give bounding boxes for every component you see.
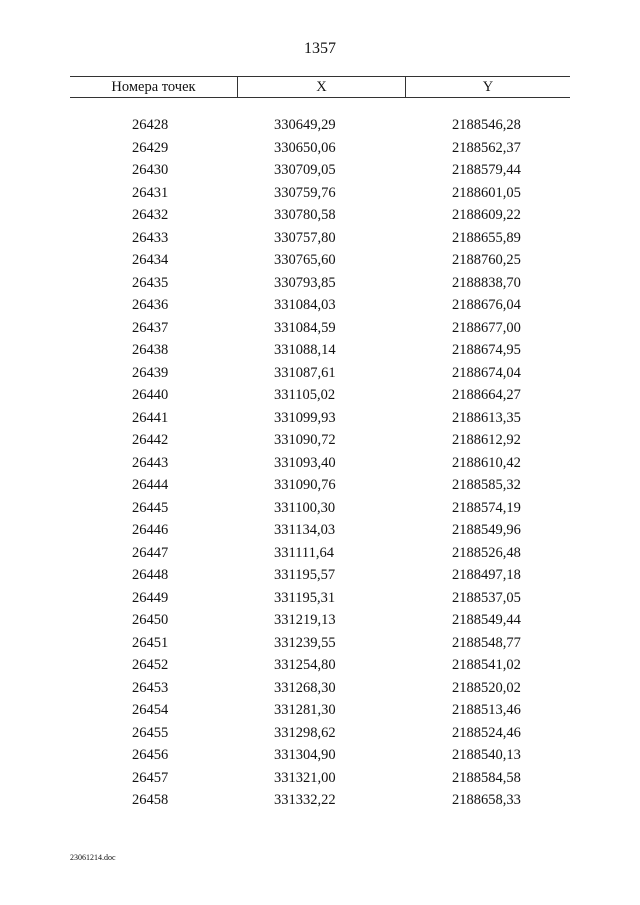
x-coordinate-cell: 331100,30 [274,499,336,516]
x-coordinate-cell: 331088,14 [274,342,336,358]
y-coordinate-cell: 2188676,04 [452,297,521,313]
point-number-cell: 26430 [132,162,169,178]
x-coordinate-cell: 331084,03 [274,297,336,313]
x-coordinate-cell: 331099,93 [274,409,336,426]
x-coordinate-cell: 330709,05 [274,162,336,178]
point-number-cell: 26436 [132,297,169,313]
table-row [70,137,570,160]
table-row [70,677,570,700]
x-coordinate-cell: 331254,80 [274,657,336,673]
point-number-cell: 26432 [132,207,169,223]
point-number-cell: 26431 [132,184,169,201]
point-number-cell: 26438 [132,342,169,358]
table-row [70,204,570,227]
y-coordinate-cell: 2188520,02 [452,679,521,696]
table-row [70,249,570,272]
point-number-cell: 26441 [132,409,169,426]
point-number-cell: 26451 [132,634,169,651]
x-coordinate-cell: 330649,29 [274,117,336,133]
x-coordinate-cell: 331298,62 [274,724,336,741]
table-row [70,407,570,430]
table-row [70,632,570,655]
point-number-cell: 26447 [132,544,169,561]
y-coordinate-cell: 2188579,44 [452,162,521,178]
coordinates-table-body [70,114,570,812]
x-coordinate-cell: 331268,30 [274,679,336,696]
table-row [70,362,570,385]
table-row [70,227,570,250]
point-number-cell: 26458 [132,792,169,808]
point-number-cell: 26445 [132,499,169,516]
y-coordinate-cell: 2188537,05 [452,589,521,606]
point-number-cell: 26434 [132,252,169,268]
x-coordinate-cell: 331134,03 [274,522,336,538]
point-number-cell: 26439 [132,364,169,381]
x-coordinate-cell: 331304,90 [274,747,336,763]
y-coordinate-cell: 2188574,19 [452,499,521,516]
y-coordinate-cell: 2188610,42 [452,454,521,471]
y-coordinate-cell: 2188613,35 [452,409,521,426]
header-point-numbers: Номера точек [70,77,238,97]
y-coordinate-cell: 2188540,13 [452,747,521,763]
point-number-cell: 26428 [132,117,169,133]
table-row [70,654,570,677]
point-number-cell: 26455 [132,724,169,741]
point-number-cell: 26435 [132,274,169,291]
x-coordinate-cell: 331087,61 [274,364,336,381]
table-row [70,542,570,565]
table-row [70,294,570,317]
y-coordinate-cell: 2188546,28 [452,117,521,133]
header-y: Y [482,79,494,95]
y-coordinate-cell: 2188513,46 [452,702,521,718]
table-row [70,722,570,745]
point-number-cell: 26450 [132,612,169,628]
y-coordinate-cell: 2188526,48 [452,544,521,561]
table-row [70,429,570,452]
x-coordinate-cell: 331219,13 [274,612,336,628]
y-coordinate-cell: 2188524,46 [452,724,521,741]
table-row [70,474,570,497]
y-coordinate-cell: 2188548,77 [452,634,521,651]
x-coordinate-cell: 331281,30 [274,702,336,718]
y-coordinate-cell: 2188541,02 [452,657,521,673]
table-row [70,317,570,340]
x-coordinate-cell: 331090,76 [274,477,336,493]
table-row [70,609,570,632]
y-coordinate-cell: 2188609,22 [452,207,521,223]
point-number-cell: 26443 [132,454,169,471]
y-coordinate-cell: 2188655,89 [452,229,521,246]
y-coordinate-cell: 2188549,44 [452,612,521,628]
header-x: X [238,77,406,97]
y-coordinate-cell: 2188838,70 [452,274,521,291]
y-coordinate-cell: 2188674,04 [452,364,521,381]
y-coordinate-cell: 2188584,58 [452,769,521,786]
table-row [70,744,570,767]
y-coordinate-cell: 2188760,25 [452,252,521,268]
y-coordinate-cell: 2188549,96 [452,522,521,538]
point-number-cell: 26437 [132,319,169,336]
document-filename: 23061214.doc [70,853,116,862]
y-coordinate-cell: 2188674,95 [452,342,521,358]
x-coordinate-cell: 331332,22 [274,792,336,808]
point-number-cell: 26446 [132,522,169,538]
y-coordinate-cell: 2188601,05 [452,184,521,201]
x-coordinate-cell: 330765,60 [274,252,336,268]
table-row [70,497,570,520]
x-coordinate-cell: 330793,85 [274,274,336,291]
x-coordinate-cell: 331321,00 [274,769,336,786]
x-coordinate-cell: 331105,02 [274,387,336,403]
point-number-cell: 26433 [132,229,169,246]
y-coordinate-cell: 2188664,27 [452,387,521,403]
y-coordinate-cell: 2188562,37 [452,139,521,156]
y-coordinate-cell: 2188497,18 [452,567,521,583]
page-number: 1357 [304,40,336,57]
y-coordinate-cell: 2188612,92 [452,432,521,448]
y-coordinate-cell: 2188585,32 [452,477,521,493]
point-number-cell: 26453 [132,679,169,696]
table-row [70,114,570,137]
y-coordinate-cell: 2188658,33 [452,792,521,808]
x-coordinate-cell: 331093,40 [274,454,336,471]
point-number-cell: 26442 [132,432,169,448]
point-number-cell: 26457 [132,769,169,786]
x-coordinate-cell: 331195,31 [274,589,336,606]
point-number-cell: 26448 [132,567,169,583]
table-row [70,699,570,722]
point-number-cell: 26452 [132,657,169,673]
x-coordinate-cell: 330759,76 [274,184,336,201]
table-row [70,384,570,407]
x-coordinate-cell: 331090,72 [274,432,336,448]
table-row [70,339,570,362]
point-number-cell: 26429 [132,139,169,156]
table-row [70,587,570,610]
x-coordinate-cell: 331195,57 [274,567,336,583]
table-row [70,767,570,790]
point-number-cell: 26444 [132,477,169,493]
x-coordinate-cell: 331111,64 [274,544,335,561]
x-coordinate-cell: 330780,58 [274,207,336,223]
x-coordinate-cell: 331084,59 [274,319,336,336]
table-header [70,76,570,98]
table-row [70,452,570,475]
x-coordinate-cell: 331239,55 [274,634,336,651]
point-number-cell: 26454 [132,702,169,718]
point-number-cell: 26456 [132,747,169,763]
x-coordinate-cell: 330650,06 [274,139,336,156]
point-number-cell: 26449 [132,589,169,606]
x-coordinate-cell: 330757,80 [274,229,336,246]
table-row [70,789,570,812]
table-row [70,519,570,542]
table-row [70,159,570,182]
y-coordinate-cell: 2188677,00 [452,319,521,336]
table-row [70,564,570,587]
table-row [70,182,570,205]
table-row [70,272,570,295]
point-number-cell: 26440 [132,387,169,403]
